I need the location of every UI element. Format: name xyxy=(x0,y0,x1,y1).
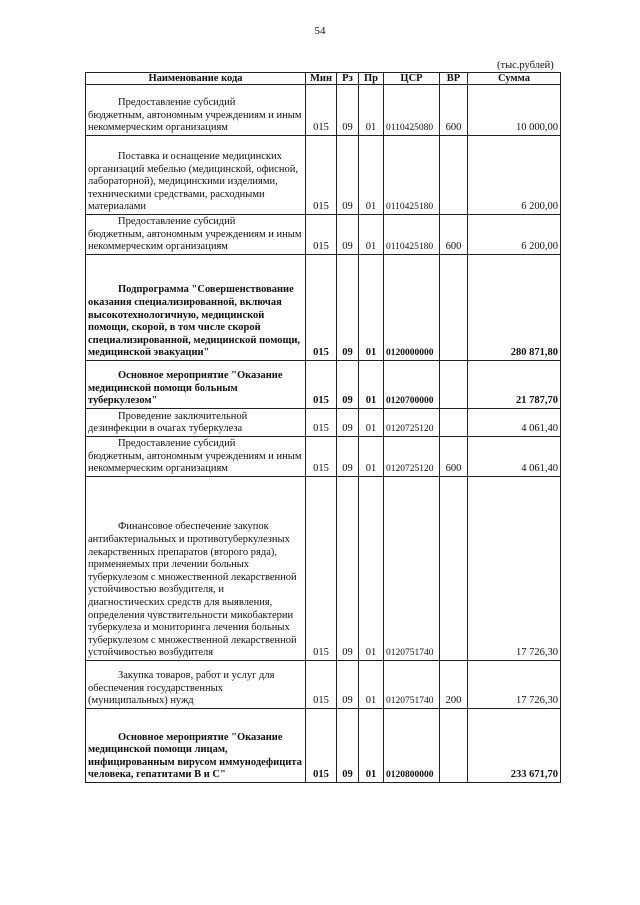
row-rz: 09 xyxy=(337,409,359,437)
row-csr: 0120751740 xyxy=(384,661,440,709)
row-name: Основное мероприятие "Оказание медицинской помощи больным туберкулезом" xyxy=(86,361,306,409)
row-name: Предоставление субсидий бюджетным, автономным учреждениям и иным некоммерческим организациям xyxy=(86,437,306,477)
row-min: 015 xyxy=(306,215,337,255)
row-sum: 17 726,30 xyxy=(468,661,561,709)
table-row xyxy=(86,661,561,709)
row-csr: 0120725120 xyxy=(384,437,440,477)
row-sum: 6 200,00 xyxy=(468,215,561,255)
row-vr: 600 xyxy=(440,437,468,477)
row-vr xyxy=(440,477,468,661)
table-row xyxy=(86,215,561,255)
row-min: 015 xyxy=(306,477,337,661)
header-vr: ВР xyxy=(440,73,468,85)
row-pr: 01 xyxy=(359,477,384,661)
table-row xyxy=(86,409,561,437)
row-min: 015 xyxy=(306,409,337,437)
row-min: 015 xyxy=(306,709,337,783)
row-min: 015 xyxy=(306,255,337,361)
row-sum: 6 200,00 xyxy=(468,136,561,215)
row-name: Предоставление субсидий бюджетным, автономным учреждениям и иным некоммерческим организациям xyxy=(86,215,306,255)
row-rz: 09 xyxy=(337,361,359,409)
table-row xyxy=(86,136,561,215)
row-rz: 09 xyxy=(337,709,359,783)
row-rz: 09 xyxy=(337,437,359,477)
row-pr: 01 xyxy=(359,709,384,783)
row-vr xyxy=(440,709,468,783)
row-vr: 600 xyxy=(440,215,468,255)
row-sum: 4 061,40 xyxy=(468,409,561,437)
row-pr: 01 xyxy=(359,437,384,477)
row-name: Финансовое обеспечение закупок антибактериальных и противотуберкулезных лекарственных препаратов (второго ряда), применяемых при лечении больных туберкулезом с множественной лекарственной устойчивостью возбудителя, и диагностических средств для выявления, определения чувствительности микобактерии туберкулеза и мониторинга лечения больных туберкулезом с множественной лекарственной устойчивостью возбудителя xyxy=(86,477,306,661)
row-csr: 0120751740 xyxy=(384,477,440,661)
units-label: (тыс.рублей) xyxy=(497,60,554,71)
row-name: Проведение заключительной дезинфекции в очагах туберкулеза xyxy=(86,409,306,437)
row-rz: 09 xyxy=(337,255,359,361)
row-name: Поставка и оснащение медицинских организаций мебелью (медицинской, офисной, лабораторной), медицинскими изделиями, техническими средствами, расходными материалами xyxy=(86,136,306,215)
row-pr: 01 xyxy=(359,255,384,361)
row-csr: 0110425080 xyxy=(384,85,440,136)
row-rz: 09 xyxy=(337,136,359,215)
row-csr: 0120700000 xyxy=(384,361,440,409)
row-rz: 09 xyxy=(337,215,359,255)
table-header-row xyxy=(86,73,561,85)
page-number: 54 xyxy=(314,25,326,37)
row-pr: 01 xyxy=(359,215,384,255)
table-row xyxy=(86,437,561,477)
row-sum: 17 726,30 xyxy=(468,477,561,661)
row-name: Подпрограмма "Совершенствование оказания специализированной, включая высокотехнологичную, медицинской помощи, скорой, в том числе скорой специализированной, медицинской помощи, медицинской эвакуации" xyxy=(86,255,306,361)
row-vr xyxy=(440,409,468,437)
row-name: Основное мероприятие "Оказание медицинской помощи лицам, инфицированным вирусом иммунодефицита человека, гепатитами В и С" xyxy=(86,709,306,783)
row-csr: 0110425180 xyxy=(384,215,440,255)
row-pr: 01 xyxy=(359,409,384,437)
table-row xyxy=(86,361,561,409)
row-sum: 21 787,70 xyxy=(468,361,561,409)
row-sum: 4 061,40 xyxy=(468,437,561,477)
table-row xyxy=(86,255,561,361)
row-sum: 280 871,80 xyxy=(468,255,561,361)
row-csr: 0120725120 xyxy=(384,409,440,437)
row-pr: 01 xyxy=(359,85,384,136)
row-sum: 233 671,70 xyxy=(468,709,561,783)
header-name: Наименование кода xyxy=(86,73,306,85)
row-vr xyxy=(440,361,468,409)
row-rz: 09 xyxy=(337,85,359,136)
row-pr: 01 xyxy=(359,361,384,409)
row-vr: 200 xyxy=(440,661,468,709)
row-sum: 10 000,00 xyxy=(468,85,561,136)
row-csr: 0110425180 xyxy=(384,136,440,215)
row-csr: 0120800000 xyxy=(384,709,440,783)
row-min: 015 xyxy=(306,361,337,409)
table-row xyxy=(86,477,561,661)
row-min: 015 xyxy=(306,437,337,477)
header-pr: Пр xyxy=(359,73,384,85)
row-vr xyxy=(440,255,468,361)
row-rz: 09 xyxy=(337,477,359,661)
row-vr xyxy=(440,136,468,215)
header-csr: ЦСР xyxy=(384,73,440,85)
row-csr: 0120000000 xyxy=(384,255,440,361)
row-min: 015 xyxy=(306,661,337,709)
table-row xyxy=(86,709,561,783)
row-pr: 01 xyxy=(359,661,384,709)
row-rz: 09 xyxy=(337,661,359,709)
header-sum: Сумма xyxy=(468,73,561,85)
row-pr: 01 xyxy=(359,136,384,215)
row-name: Предоставление субсидий бюджетным, автономным учреждениям и иным некоммерческим организациям xyxy=(86,85,306,136)
row-name: Закупка товаров, работ и услуг для обеспечения государственных (муниципальных) нужд xyxy=(86,661,306,709)
table-row xyxy=(86,85,561,136)
header-rz: Рз xyxy=(337,73,359,85)
header-min: Мин xyxy=(306,73,337,85)
row-vr: 600 xyxy=(440,85,468,136)
budget-table xyxy=(85,72,561,783)
row-min: 015 xyxy=(306,85,337,136)
row-min: 015 xyxy=(306,136,337,215)
